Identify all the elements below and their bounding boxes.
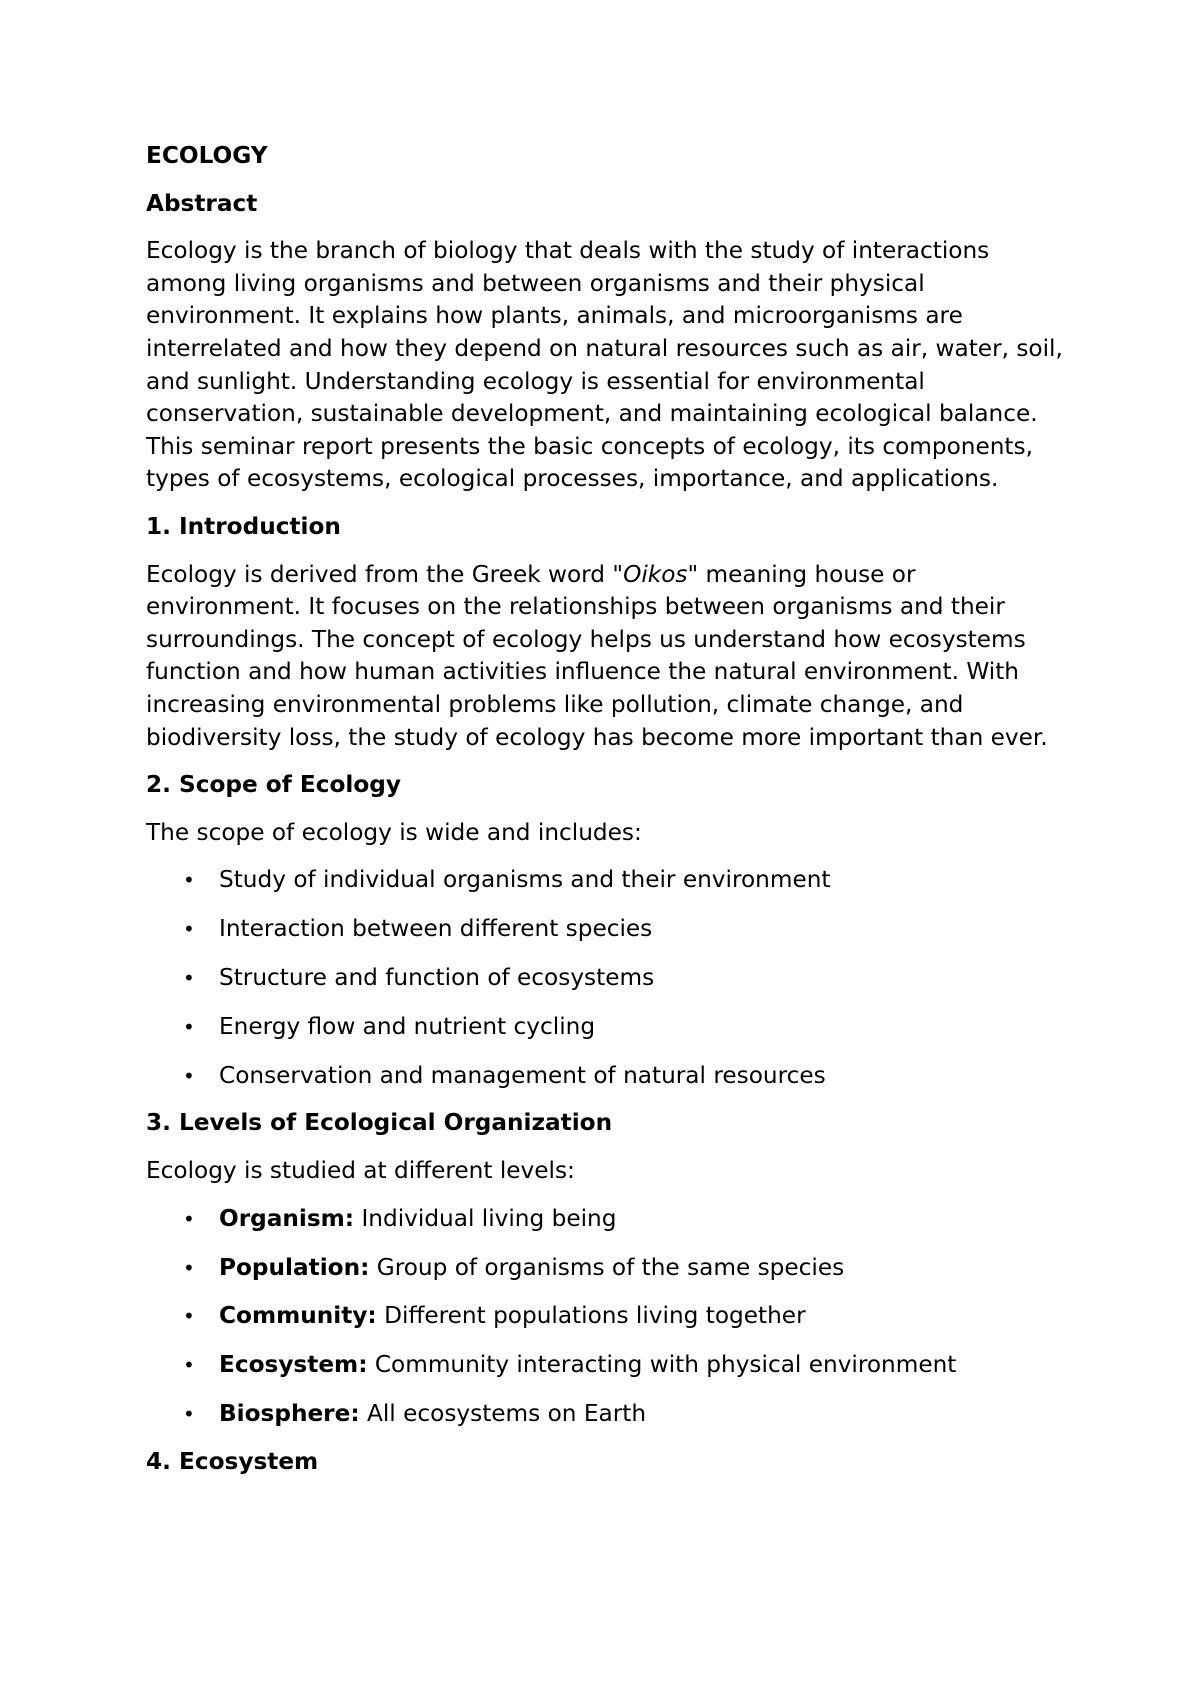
introduction-heading: 1. Introduction xyxy=(146,512,341,540)
level-term: Ecosystem: xyxy=(219,1351,368,1379)
level-description: Different populations living together xyxy=(376,1302,806,1330)
list-item xyxy=(146,1252,1076,1285)
list-item xyxy=(146,1203,1076,1236)
greek-word: Oikos xyxy=(623,560,688,588)
list-item xyxy=(146,913,1076,946)
list-item-text: Conservation and management of natural resources xyxy=(219,1061,826,1089)
list-item-text: Study of individual organisms and their environment xyxy=(219,866,831,894)
scope-intro: The scope of ecology is wide and includes: xyxy=(146,818,642,846)
bullet-icon: • xyxy=(183,1206,195,1231)
level-term: Organism: xyxy=(219,1204,355,1232)
level-description: All ecosystems on Earth xyxy=(359,1400,647,1428)
levels-intro: Ecology is studied at different levels: xyxy=(146,1157,575,1185)
list-item xyxy=(146,962,1076,995)
introduction-text-before: Ecology is derived from the Greek word " xyxy=(146,560,624,588)
bullet-icon: • xyxy=(183,1402,195,1427)
introduction-paragraph xyxy=(146,559,1076,755)
levels-heading: 3. Levels of Ecological Organization xyxy=(146,1109,613,1137)
list-item xyxy=(146,1398,1076,1431)
list-item xyxy=(146,1060,1076,1093)
bullet-icon: • xyxy=(183,1353,195,1378)
levels-list xyxy=(146,1203,1076,1431)
scope-list xyxy=(146,864,1076,1092)
list-item xyxy=(146,864,1076,897)
bullet-icon: • xyxy=(183,1014,195,1039)
list-item-text: Interaction between different species xyxy=(219,915,653,943)
level-description: Community interacting with physical environment xyxy=(367,1351,957,1379)
document-page xyxy=(146,140,1076,1493)
abstract-paragraph: Ecology is the branch of biology that deals with the study of interactions among living organisms and between organisms and their physical environment. It explains how plants, animals, and microorganisms are interrelated and how they depend on natural resources such as air, water, soil, and sunlight. Understanding ecology is essential for environmental conservation, sustainable development, and maintaining ecological balance. This seminar report presents the basic concepts of ecology, its components, types of ecosystems, ecological processes, importance, and applications. xyxy=(146,237,1063,493)
list-item xyxy=(146,1349,1076,1382)
level-description: Group of organisms of the same species xyxy=(369,1253,845,1281)
bullet-icon: • xyxy=(183,1304,195,1329)
ecosystem-heading: 4. Ecosystem xyxy=(146,1447,319,1475)
abstract-heading: Abstract xyxy=(146,189,258,217)
bullet-icon: • xyxy=(183,868,195,893)
level-term: Community: xyxy=(219,1302,377,1330)
bullet-icon: • xyxy=(183,917,195,942)
scope-heading: 2. Scope of Ecology xyxy=(146,771,401,799)
list-item-text: Energy flow and nutrient cycling xyxy=(219,1012,596,1040)
level-term: Population: xyxy=(219,1253,370,1281)
bullet-icon: • xyxy=(183,1255,195,1280)
level-description: Individual living being xyxy=(354,1204,617,1232)
document-title: ECOLOGY xyxy=(146,142,268,169)
list-item xyxy=(146,1300,1076,1333)
level-term: Biosphere: xyxy=(219,1400,360,1428)
bullet-icon: • xyxy=(183,1063,195,1088)
bullet-icon: • xyxy=(183,966,195,991)
list-item-text: Structure and function of ecosystems xyxy=(219,964,655,992)
introduction-text-after: " meaning house or environment. It focuses on the relationships between organisms and their surroundings. The concept of ecology helps us understand how ecosystems function and how human activities influence the natural environment. With increasing environmental problems like pollution, climate change, and biodiversity loss, the study of ecology has become more important than ever. xyxy=(146,560,1048,751)
list-item xyxy=(146,1011,1076,1044)
